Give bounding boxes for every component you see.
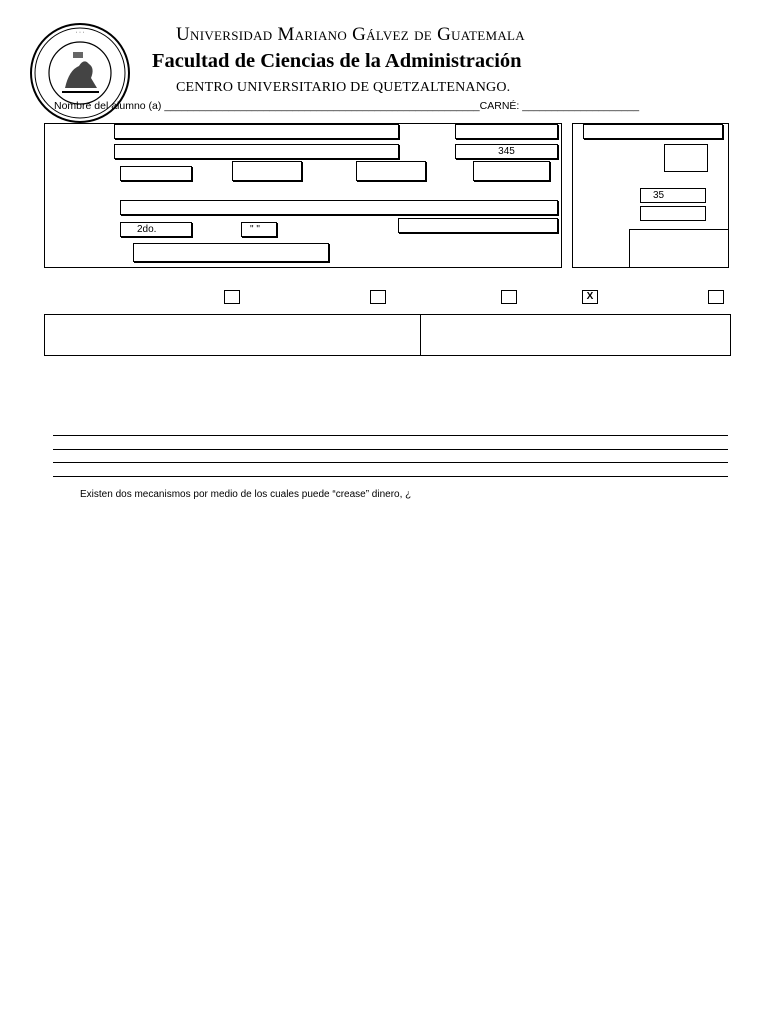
score-square[interactable] bbox=[664, 144, 708, 172]
checkbox-x-mark: X bbox=[586, 291, 594, 302]
field-score-top[interactable] bbox=[583, 124, 723, 139]
field-section[interactable] bbox=[241, 222, 277, 237]
field-semester[interactable] bbox=[120, 222, 192, 237]
option-checkbox-2[interactable] bbox=[370, 290, 386, 304]
field-row3-c[interactable] bbox=[356, 161, 426, 181]
university-name: Universidad Mariano Gálvez de Guatemala bbox=[176, 24, 525, 45]
student-name-line bbox=[54, 100, 639, 112]
option-checkbox-5[interactable] bbox=[708, 290, 724, 304]
svg-text:· · ·: · · · bbox=[75, 30, 85, 36]
option-checkbox-3[interactable] bbox=[501, 290, 517, 304]
score-grade-cell bbox=[629, 229, 729, 268]
field-row1-right[interactable] bbox=[455, 124, 558, 139]
carne-blank[interactable]: ____________________ bbox=[522, 100, 640, 112]
answer-line-3[interactable] bbox=[53, 462, 728, 463]
faculty-name: Facultad de Ciencias de la Administración bbox=[152, 50, 522, 72]
student-name-blank[interactable]: ______________________________________________________ bbox=[164, 100, 480, 112]
signature-table bbox=[44, 314, 731, 356]
center-name: CENTRO UNIVERSITARIO DE QUETZALTENANGO. bbox=[176, 80, 511, 95]
code-value: 345 bbox=[498, 146, 515, 157]
field-row4-wide[interactable] bbox=[120, 200, 558, 215]
field-row2-wide[interactable] bbox=[114, 144, 399, 159]
field-score-bottom[interactable] bbox=[640, 206, 706, 221]
field-row6[interactable] bbox=[133, 243, 329, 262]
carne-label: CARNÉ: bbox=[479, 100, 520, 112]
question-text: Existen dos mecanismos por medio de los cuales puede “crease” dinero, ¿ bbox=[80, 489, 412, 500]
semester-value: 2do. bbox=[137, 224, 157, 235]
field-row3-b[interactable] bbox=[232, 161, 302, 181]
section-value: " " bbox=[250, 224, 260, 235]
answer-line-2[interactable] bbox=[53, 449, 728, 450]
score-value: 35 bbox=[653, 190, 665, 201]
field-row1-wide[interactable] bbox=[114, 124, 399, 139]
signature-table-divider bbox=[420, 314, 421, 356]
answer-line-4[interactable] bbox=[53, 476, 728, 477]
student-name-label: Nombre del alumno (a) bbox=[54, 100, 162, 112]
field-row5-right[interactable] bbox=[398, 218, 558, 233]
field-code[interactable] bbox=[455, 144, 558, 159]
field-row3-a[interactable] bbox=[120, 166, 192, 181]
field-score[interactable] bbox=[640, 188, 706, 203]
answer-line-1[interactable] bbox=[53, 435, 728, 436]
option-checkbox-1[interactable] bbox=[224, 290, 240, 304]
option-checkbox-4-checked[interactable] bbox=[582, 290, 598, 304]
field-row3-d[interactable] bbox=[473, 161, 550, 181]
